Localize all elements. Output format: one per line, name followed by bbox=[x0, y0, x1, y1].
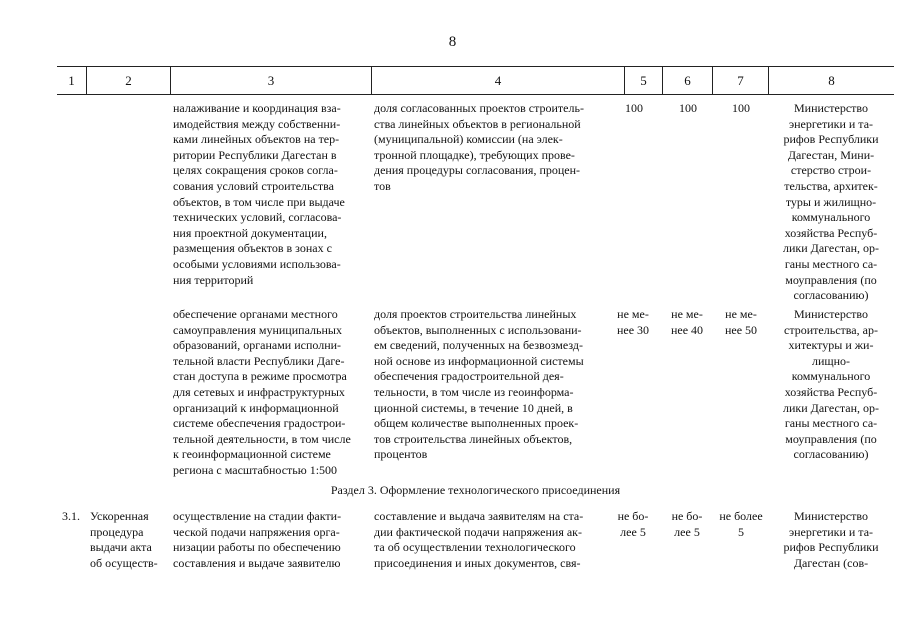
row1-col8: Министерство энергетики и та- рифов Республики Дагестан, Мини- стерство строи- тельства, архитек- туры и жилищно- коммунального хозяйства Респуб- лики Дагестан, ор- ганы местного са- моуправления (по согласованию) bbox=[782, 101, 880, 303]
row3-col1: 3.1. bbox=[62, 509, 80, 523]
row3-col8: Министерство энергетики и та- рифов Республики Дагестан (сов- bbox=[783, 509, 879, 570]
header-col-1: 1 bbox=[68, 73, 75, 88]
row1-col4: доля согласованных проектов строитель- ства линейных объектов в региональной (муниципальной) комиссии (на элек- тронной площадке), требующих прове- дения процедуры согласования, процен- тов bbox=[374, 101, 584, 193]
row3-col6: не бо- лее 5 bbox=[671, 509, 703, 539]
table-header bbox=[57, 66, 894, 95]
header-col-8: 8 bbox=[768, 67, 894, 94]
header-col-4: 4 bbox=[371, 67, 624, 94]
header-col-6: 6 bbox=[662, 67, 712, 94]
row3-col7: не более 5 bbox=[719, 509, 763, 539]
row2-col6: не ме- нее 40 bbox=[670, 307, 704, 337]
row2-col8: Министерство строительства, ар- хитектуры и жи- лищно- коммунального хозяйства Респуб- лики Дагестан, ор- ганы местного са- моуправления (по согласованию) bbox=[782, 307, 880, 462]
header-col-7: 7 bbox=[712, 67, 768, 94]
section-title: Раздел 3. Оформление технологического присоединения bbox=[330, 483, 621, 497]
row2-col5: не ме- нее 30 bbox=[616, 307, 650, 337]
row1-col6: 100 bbox=[679, 101, 697, 115]
row3-col5: не бо- лее 5 bbox=[617, 509, 649, 539]
row2-col7: не ме- нее 50 bbox=[724, 307, 758, 337]
header-col-3: 3 bbox=[170, 67, 371, 94]
row2-col3: обеспечение органами местного самоуправления муниципальных образований, органами исполни- тельной власти Республики Даге- стан доступа в режиме просмотра для сетевых и инфраструктурных организаций к информационной системе обеспечения градострои- тельной деятельности, в том числе к геоинформационной системе региона с масштабностью 1:500 bbox=[173, 307, 351, 477]
row3-col4: составление и выдача заявителям на ста- дии фактической подачи напряжения ак- та об осуществлении технологического присоединения и иных документов, свя- bbox=[374, 509, 584, 570]
page-number: 8 bbox=[448, 34, 457, 50]
row3-col3: осуществление на стадии факти- ческой подачи напряжения орга- низации работы по обеспечению составления и выдаче заявителю bbox=[173, 509, 342, 570]
row3-col2: Ускоренная процедура выдачи акта об осуществ- bbox=[90, 509, 158, 570]
row1-col7: 100 bbox=[732, 101, 750, 115]
header-col-2: 2 bbox=[86, 67, 170, 94]
row2-col4: доля проектов строительства линейных объектов, выполненных с использовани- ем сведений, полученных на безвозмезд- ной основе из информационной системы обеспечения градостроительной дея- тельности, в том числе из геоинформа- ционной системы, в течение 10 дней, в общем количестве выполненных проек- тов строительства линейных объектов, процентов bbox=[374, 307, 584, 462]
header-col-5: 5 bbox=[624, 67, 662, 94]
row1-col3: налаживание и координация вза- имодействия между собственни- ками линейных объектов на тер- ритории Республики Дагестан в целях сокращения сроков согла- сования условий строительства объектов, в том числе при выдаче технических условий, согласова- ния проектной документации, размещения объектов в зонах с особыми условиями использова- ния территорий bbox=[173, 101, 345, 287]
row1-col5: 100 bbox=[625, 101, 643, 115]
